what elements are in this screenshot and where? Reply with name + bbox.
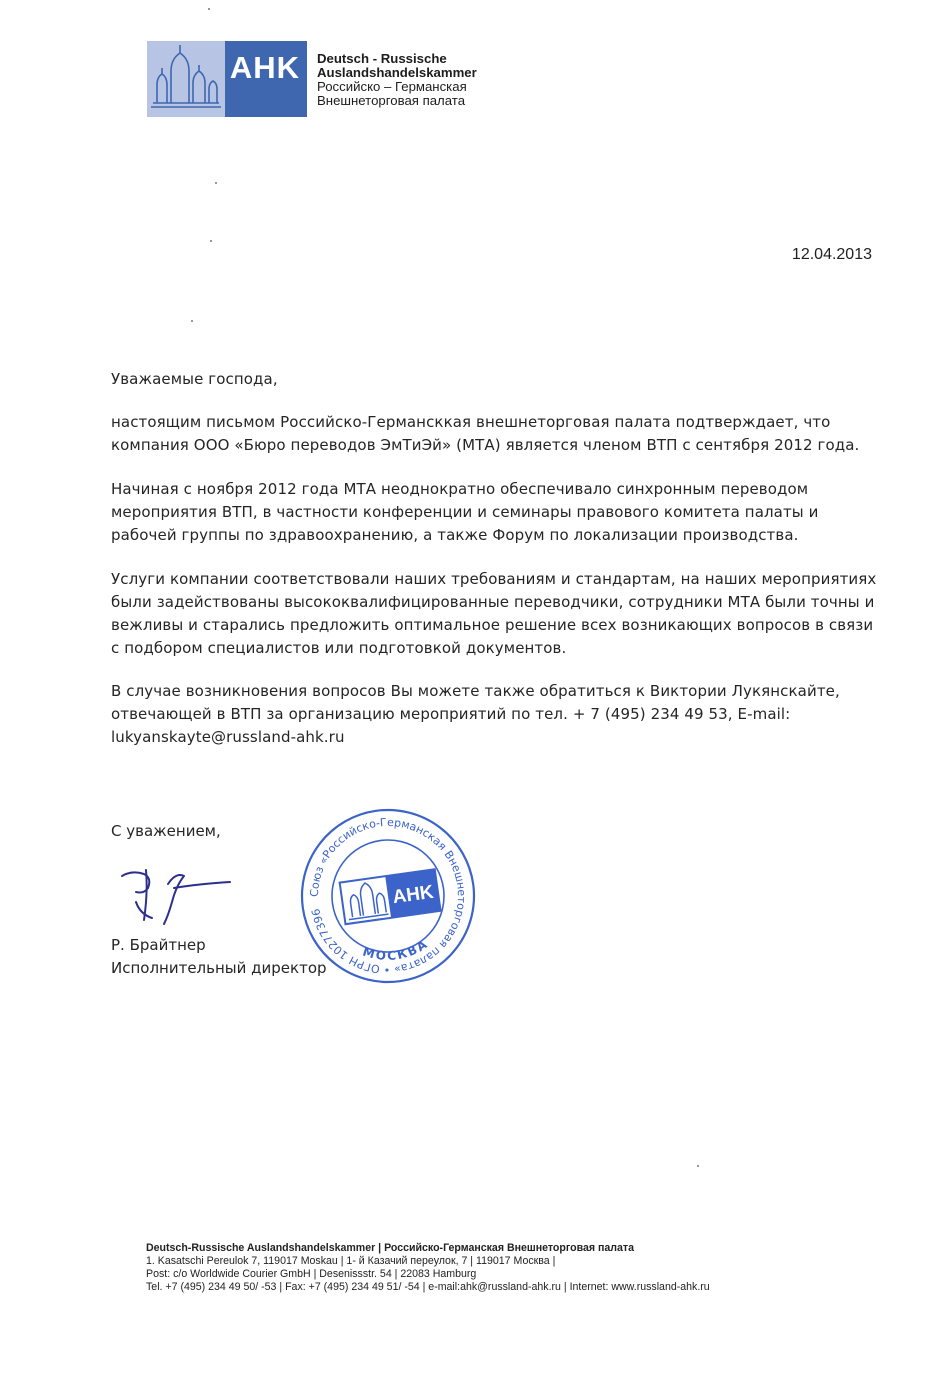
footer — [146, 1242, 710, 1294]
contact-email: lukyanskayte@russland-ahk.ru — [111, 728, 345, 746]
cathedral-icon — [147, 41, 225, 117]
logo-text: AHK — [229, 50, 301, 85]
paragraph-1-line: настоящим письмом Российско-Германсккая внешнеторговая палата подтверждает, что — [111, 413, 831, 431]
letterhead-line-3: Российско – Германская — [317, 79, 467, 94]
signer-title: Исполнительный директор — [111, 959, 327, 977]
letterhead-line-2: Auslandshandelskammer — [317, 65, 477, 80]
paragraph-3-line: с подбором специалистов или подготовкой документов. — [111, 639, 567, 657]
paragraph-3 — [111, 568, 876, 660]
paragraph-2-line: Начиная с ноября 2012 года МТА неоднократно обеспечивало синхронным переводом — [111, 480, 809, 498]
stamp-city: МОСКВА — [361, 936, 431, 964]
paragraph-2-line: рабочей группы по здравоохранению, а также Форум по локализации производства. — [111, 526, 799, 544]
official-stamp — [298, 806, 478, 986]
paragraph-4 — [111, 680, 840, 749]
stamp-cathedral-icon — [344, 880, 388, 919]
scan-speck — [208, 8, 210, 10]
signer-block — [111, 934, 327, 980]
footer-line-2: 1. Kasatschi Pereulok 7, 119017 Moskau | 1- й Казачий переулок, 7 | 119017 Москва | — [146, 1255, 556, 1267]
footer-line-1: Deutsch-Russische Auslandshandelskammer | Российско-Германская Внешнеторговая палата — [146, 1242, 634, 1254]
handwritten-signature — [118, 862, 248, 934]
paragraph-3-line: Услуги компании соответствовали наших требованиям и стандартам, на наших мероприятиях — [111, 570, 877, 588]
letterhead-line-4: Внешнеторговая палата — [317, 93, 466, 108]
paragraph-4-line: В случае возникновения вопросов Вы можете также обратиться к Виктории Лукянскайте, — [111, 682, 840, 700]
closing: С уважением, — [111, 822, 221, 840]
stamp-logo-text: AHK — [391, 881, 435, 909]
paragraph-1-line: компания ООО «Бюро переводов ЭмТиЭй» (МТА) является членом ВТП с сентября 2012 года. — [111, 436, 860, 454]
ahk-logo — [147, 41, 307, 117]
letterhead-line-1: Deutsch - Russische — [317, 51, 447, 66]
paragraph-2-line: мероприятия ВТП, в частности конференции и семинары правового комитета палаты и — [111, 503, 819, 521]
stamp-outer-text: Союз «Российско-Германская Внешнеторговая палата» • ОГРН 1027739607755 — [307, 815, 469, 977]
footer-line-4: Tel. +7 (495) 234 49 50/ -53 | Fax: +7 (495) 234 49 51/ -54 | e-mail:ahk@russland-ahk.ru | Internet: www.russland-ahk.ru — [146, 1281, 710, 1293]
scan-speck — [210, 240, 212, 242]
paragraph-3-line: вежливы и старались предложить оптимальное решение всех возникающих вопросов в связи — [111, 616, 874, 634]
footer-line-3: Post: c/o Worldwide Courier GmbH | Desenissstr. 54 | 22083 Hamburg — [146, 1268, 477, 1280]
letterhead-title — [317, 52, 477, 108]
scan-speck — [215, 182, 217, 184]
greeting: Уважаемые господа, — [111, 370, 278, 388]
scan-speck — [191, 320, 193, 322]
letter-date: 12.04.2013 — [791, 246, 872, 263]
paragraph-1 — [111, 411, 859, 457]
paragraph-3-line: были задействованы высококвалифицированные переводчики, сотрудники МТА были точны и — [111, 593, 875, 611]
signer-name: Р. Брайтнер — [111, 936, 206, 954]
paragraph-4-line: отвечающей в ВТП за организацию мероприятий по тел. + 7 (495) 234 49 53, E-mail: — [111, 705, 791, 723]
paragraph-2 — [111, 478, 818, 547]
scan-speck — [697, 1165, 699, 1167]
